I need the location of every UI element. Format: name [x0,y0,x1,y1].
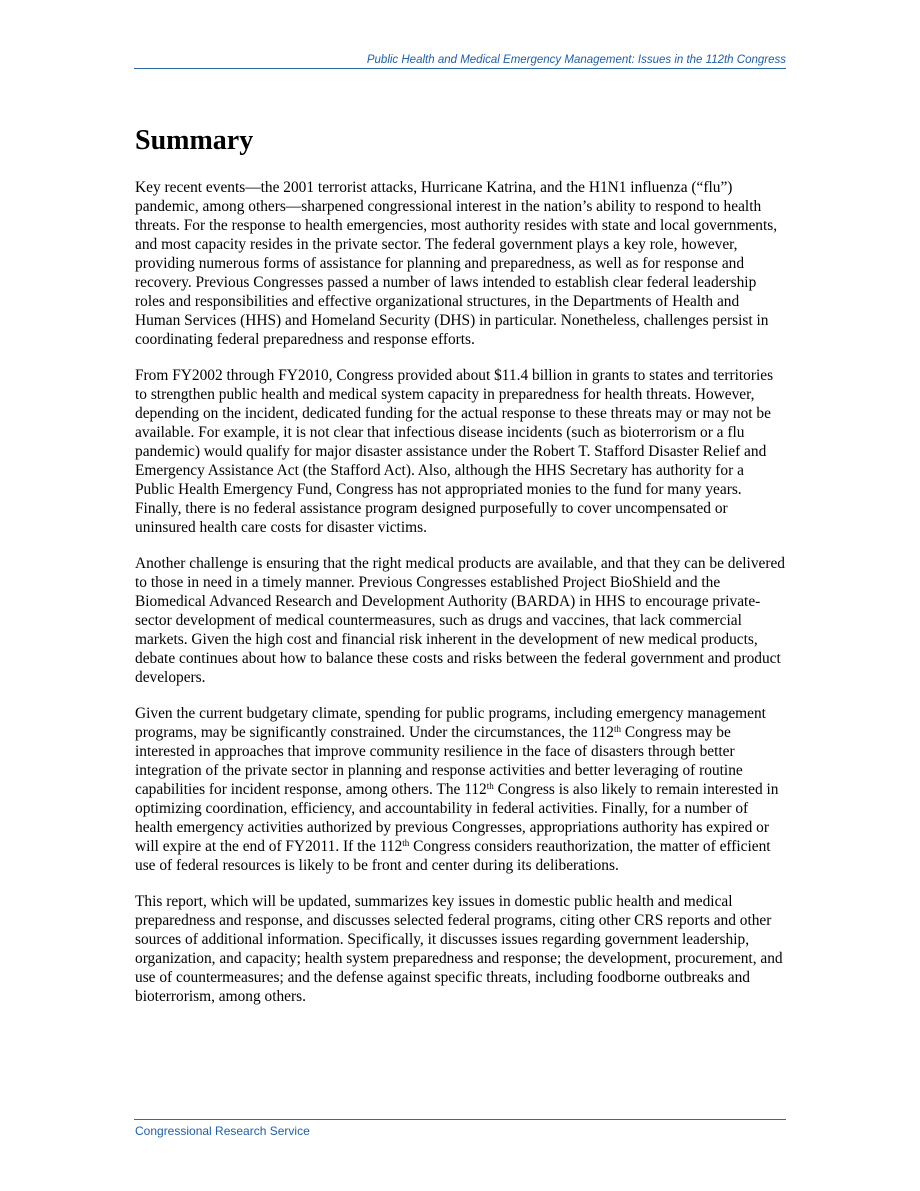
page-title: Summary [135,125,254,156]
paragraph-4-text-2: Congress may be interested in approaches that improve community resilience in the face of disasters through better integration of the private sector in planning and response activities and better leveraging of routine capabilities for incident response, among others. The 112 [135,724,743,798]
summary-paragraph-1: Key recent events—the 2001 terrorist attacks, Hurricane Katrina, and the H1N1 influenza (“flu”) pandemic, among others—sharpened congressional interest in the nation’s ability to respond to health threats. For the response to health emergencies, most authority resides with state and local governments, and most capacity resides in the private sector. The federal government plays a key role, however, providing numerous forms of assistance for planning and preparedness, as well as for response and recovery. Previous Congresses passed a number of laws intended to establish clear federal leadership roles and responsibilities and effective organizational structures, in the Departments of Health and Human Services (HHS) and Homeland Security (DHS) in particular. Nonetheless, challenges persist in coordinating federal preparedness and response efforts. [135,179,778,348]
ordinal-superscript: th [613,724,621,734]
ordinal-superscript: th [402,838,410,848]
paragraph-4-text-4: Congress considers reauthorization, the matter of efficient use of federal resources is likely to be front and center during its deliberations. [135,838,771,874]
paragraph-4-text-3: Congress is also likely to remain interested in optimizing coordination, efficiency, and accountability in federal activities. Finally, for a number of health emergency activities authorized by previous Congresses, appropriations authority has expired or will expire at the end of FY2011. If the 112 [135,781,779,855]
paragraph-4-text-1: Given the current budgetary climate, spending for public programs, including emergency management programs, may be significantly constrained. Under the circumstances, the 112 [135,705,766,741]
running-title: Public Health and Medical Emergency Management: Issues in the 112th Congress [366,54,786,66]
summary-paragraph-2: From FY2002 through FY2010, Congress provided about $11.4 billion in grants to states and territories to strengthen public health and medical system capacity in preparedness for health threats. However, depending on the incident, dedicated funding for the actual response to these threats may or may not be available. For example, it is not clear that infectious disease incidents (such as bioterrorism or a flu pandemic) would qualify for major disaster assistance under the Robert T. Stafford Disaster Relief and Emergency Assistance Act (the Stafford Act). Also, although the HHS Secretary has authority for a Public Health Emergency Fund, Congress has not appropriated monies to the fund for many years. Finally, there is no federal assistance program designed purposefully to cover uncompensated or uninsured health care costs for disaster victims. [135,367,774,536]
ordinal-superscript: th [486,781,494,791]
summary-paragraph-3: Another challenge is ensuring that the right medical products are available, and that they can be delivered to those in need in a timely manner. Previous Congresses established Project BioShield and the Biomedical Advanced Research and Development Authority (BARDA) in HHS to encourage private-sector development of medical countermeasures, such as drugs and vaccines, that lack commercial markets. Given the high cost and financial risk inherent in the development of new medical products, debate continues about how to balance these costs and risks between the federal government and product developers. [135,555,786,686]
summary-paragraph-5: This report, which will be updated, summarizes key issues in domestic public health and medical preparedness and response, and discusses selected federal programs, citing other CRS reports and other sources of additional information. Specifically, it discusses issues regarding government leadership, organization, and capacity; health system preparedness and response; the development, procurement, and use of countermeasures; and the defense against specific threats, including foodborne outbreaks and bioterrorism, among others. [135,893,783,1005]
footer-publisher: Congressional Research Service [135,1124,310,1138]
page-header [134,54,786,69]
main-content [135,122,787,1023]
summary-paragraph-4 [135,704,787,875]
page-footer [134,1119,786,1138]
